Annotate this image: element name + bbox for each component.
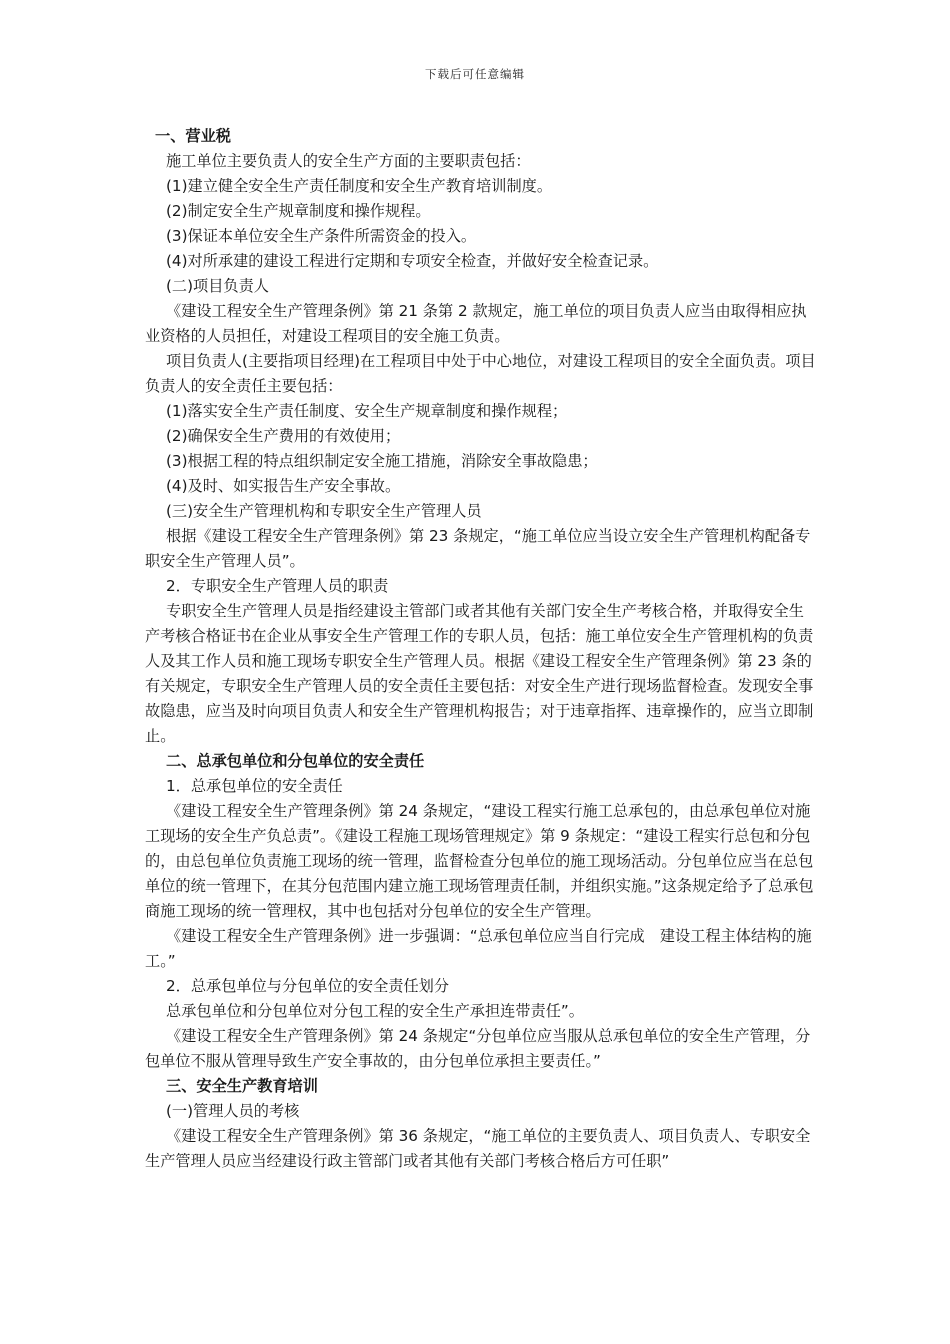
list-item: (4)对所承建的建设工程进行定期和专项安全检查，并做好安全检查记录。 — [166, 252, 659, 270]
list-item: (2)确保安全生产费用的有效使用； — [166, 427, 401, 445]
list-item: (1)建立健全安全生产责任制度和安全生产教育培训制度。 — [166, 177, 553, 195]
list-item: (1)落实安全生产责任制度、安全生产规章制度和操作规程； — [166, 402, 568, 420]
paragraph: 施工单位主要负责人的安全生产方面的主要职责包括： — [166, 152, 531, 170]
list-item: (2)制定安全生产规章制度和操作规程。 — [166, 202, 431, 220]
subheading: (二)项目负责人 — [166, 277, 269, 295]
paragraph: 根据《建设工程安全生产管理条例》第 23 条规定，“施工单位应当设立安全生产管理机构配备专职安全生产管理人员”。 — [145, 527, 811, 570]
paragraph: 《建设工程安全生产管理条例》第 21 条第 2 款规定，施工单位的项目负责人应当由取得相应执业资格的人员担任，对建设工程项目的安全施工负责。 — [145, 302, 807, 345]
subheading: (三)安全生产管理机构和专职安全生产管理人员 — [166, 502, 482, 520]
document-body — [145, 124, 817, 1174]
subheading: (一)管理人员的考核 — [166, 1102, 300, 1120]
section-heading-2: 二、总承包单位和分包单位的安全责任 — [166, 752, 425, 770]
subheading: 1．总承包单位的安全责任 — [166, 777, 343, 795]
list-item: (4)及时、如实报告生产安全事故。 — [166, 477, 401, 495]
list-item: (3)保证本单位安全生产条件所需资金的投入。 — [166, 227, 477, 245]
paragraph: 《建设工程安全生产管理条例》进一步强调：“总承包单位应当自行完成 建设工程主体结构的施工。” — [145, 927, 812, 970]
paragraph: 《建设工程安全生产管理条例》第 36 条规定，“施工单位的主要负责人、项目负责人、专职安全生产管理人员应当经建设行政主管部门或者其他有关部门考核合格后方可任职” — [145, 1127, 811, 1170]
list-item: (3)根据工程的特点组织制定安全施工措施，消除安全事故隐患； — [166, 452, 598, 470]
paragraph: 总承包单位和分包单位对分包工程的安全生产承担连带责任”。 — [166, 1002, 584, 1020]
paragraph: 项目负责人(主要指项目经理)在工程项目中处于中心地位，对建设工程项目的安全全面负责。项目负责人的安全责任主要包括： — [145, 352, 816, 395]
section-heading-1: 一、营业税 — [155, 127, 231, 145]
paragraph: 专职安全生产管理人员是指经建设主管部门或者其他有关部门安全生产考核合格，并取得安全生产考核合格证书在企业从事安全生产管理工作的专职人员，包括：施工单位安全生产管理机构的负责人及其工作人员和施工现场专职安全生产管理人员。根据《建设工程安全生产管理条例》第 23 条的有关规定，专职安全生产管理人员的安全责任主要包括：对安全生产进行现场监督检查。发现安全事故隐患，应当及时向项目负责人和安全生产管理机构报告；对于违章指挥、违章操作的，应当立即制止。 — [145, 602, 814, 745]
subheading: 2．总承包单位与分包单位的安全责任划分 — [166, 977, 450, 995]
paragraph: 《建设工程安全生产管理条例》第 24 条规定，“建设工程实行施工总承包的，由总承包单位对施工现场的安全生产负总责”。《建设工程施工现场管理规定》第 9 条规定：“建设工程实行总包和分包的，由总包单位负责施工现场的统一管理，监督检查分包单位的施工现场活动。分包单位应当在总包单位的统一管理下，在其分包范围内建立施工现场管理责任制，并组织实施。”这条规定给予了总承包商施工现场的统一管理权，其中也包括对分包单位的安全生产管理。 — [145, 802, 814, 920]
paragraph: 《建设工程安全生产管理条例》第 24 条规定“分包单位应当服从总承包单位的安全生产管理，分包单位不服从管理导致生产安全事故的，由分包单位承担主要责任。” — [145, 1027, 811, 1070]
subheading: 2．专职安全生产管理人员的职责 — [166, 577, 389, 595]
page-header: 下载后可任意编辑 — [425, 67, 525, 81]
section-heading-3: 三、安全生产教育培训 — [166, 1077, 318, 1095]
